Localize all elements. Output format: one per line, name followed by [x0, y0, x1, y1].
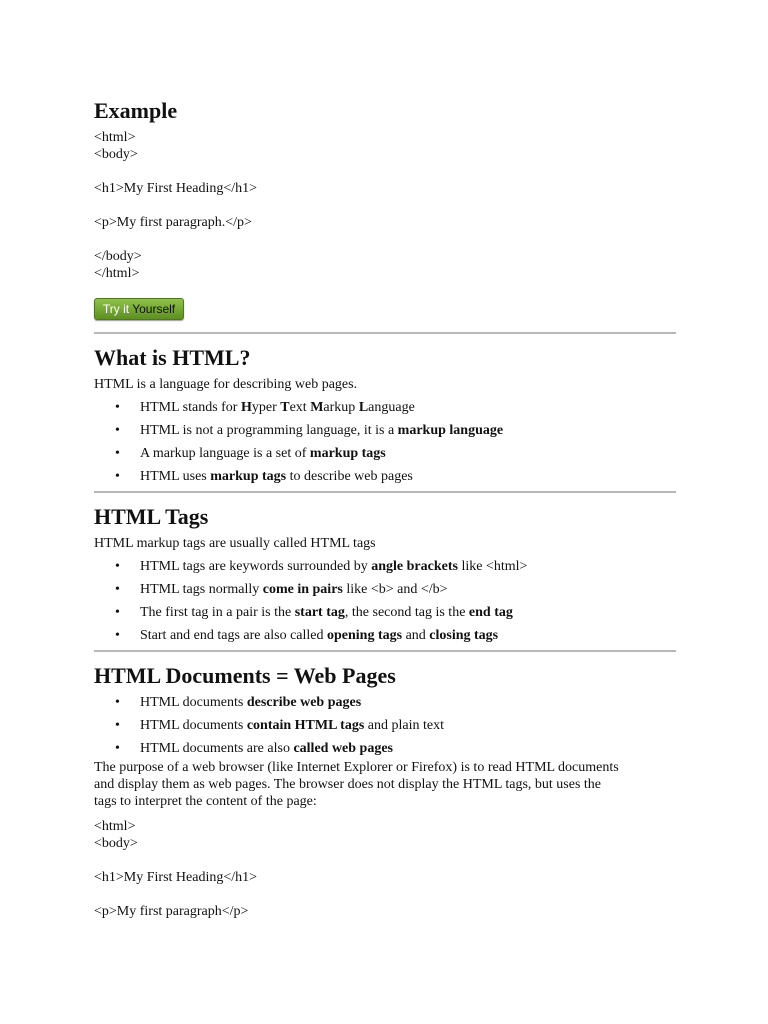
intro-text: HTML is a language for describing web pages. [94, 377, 358, 392]
code-line: </body> [94, 249, 142, 264]
code-line: </html> [94, 266, 140, 281]
code-line: <body> [94, 147, 138, 162]
bullet-list [94, 694, 676, 757]
list-item: • HTML uses markup tags to describe web pages [94, 468, 676, 485]
list-item: • A markup language is a set of markup tags [94, 445, 676, 462]
html-documents-heading: HTML Documents = Web Pages [94, 663, 396, 688]
code-line: <h1>My First Heading</h1> [94, 181, 258, 196]
bullet-list [94, 399, 676, 485]
html-tags-heading: HTML Tags [94, 504, 209, 529]
list-item: • HTML is not a programming language, it is a markup language [94, 422, 676, 439]
code-line: <p>My first paragraph.</p> [94, 215, 252, 230]
document-content [94, 97, 676, 920]
code-line: <p>My first paragraph</p> [94, 904, 249, 919]
what-is-html-heading: What is HTML? [94, 345, 251, 370]
list-item: • HTML documents contain HTML tags and plain text [94, 717, 676, 734]
try-it-yourself-button[interactable] [94, 298, 184, 320]
list-item: • Start and end tags are also called opening tags and closing tags [94, 627, 676, 644]
example-heading: Example [94, 98, 178, 123]
code-line: <h1>My First Heading</h1> [94, 870, 258, 885]
paragraph-line: tags to interpret the content of the page: [94, 794, 317, 809]
section-divider [94, 491, 676, 493]
intro-text: HTML markup tags are usually called HTML tags [94, 536, 376, 551]
list-item: • The first tag in a pair is the start tag, the second tag is the end tag [94, 604, 676, 621]
list-item: • HTML documents are also called web pages [94, 740, 676, 757]
paragraph-line: and display them as web pages. The browser does not display the HTML tags, but uses the [94, 777, 602, 792]
paragraph-line: The purpose of a web browser (like Internet Explorer or Firefox) is to read HTML documents [94, 760, 619, 775]
button-label-part2: Yourself [132, 302, 176, 316]
button-label-part1: Try it [102, 302, 133, 316]
code-line: <body> [94, 836, 138, 851]
section-divider [94, 650, 676, 652]
section-divider [94, 332, 676, 334]
code-line: <html> [94, 130, 136, 145]
code-line: <html> [94, 819, 136, 834]
list-item: • HTML documents describe web pages [94, 694, 676, 711]
list-item: • HTML tags are keywords surrounded by angle brackets like <html> [94, 558, 676, 575]
bullet-list [94, 558, 676, 644]
list-item: • HTML stands for Hyper Text Markup Language [94, 399, 676, 416]
list-item: • HTML tags normally come in pairs like <b> and </b> [94, 581, 676, 598]
